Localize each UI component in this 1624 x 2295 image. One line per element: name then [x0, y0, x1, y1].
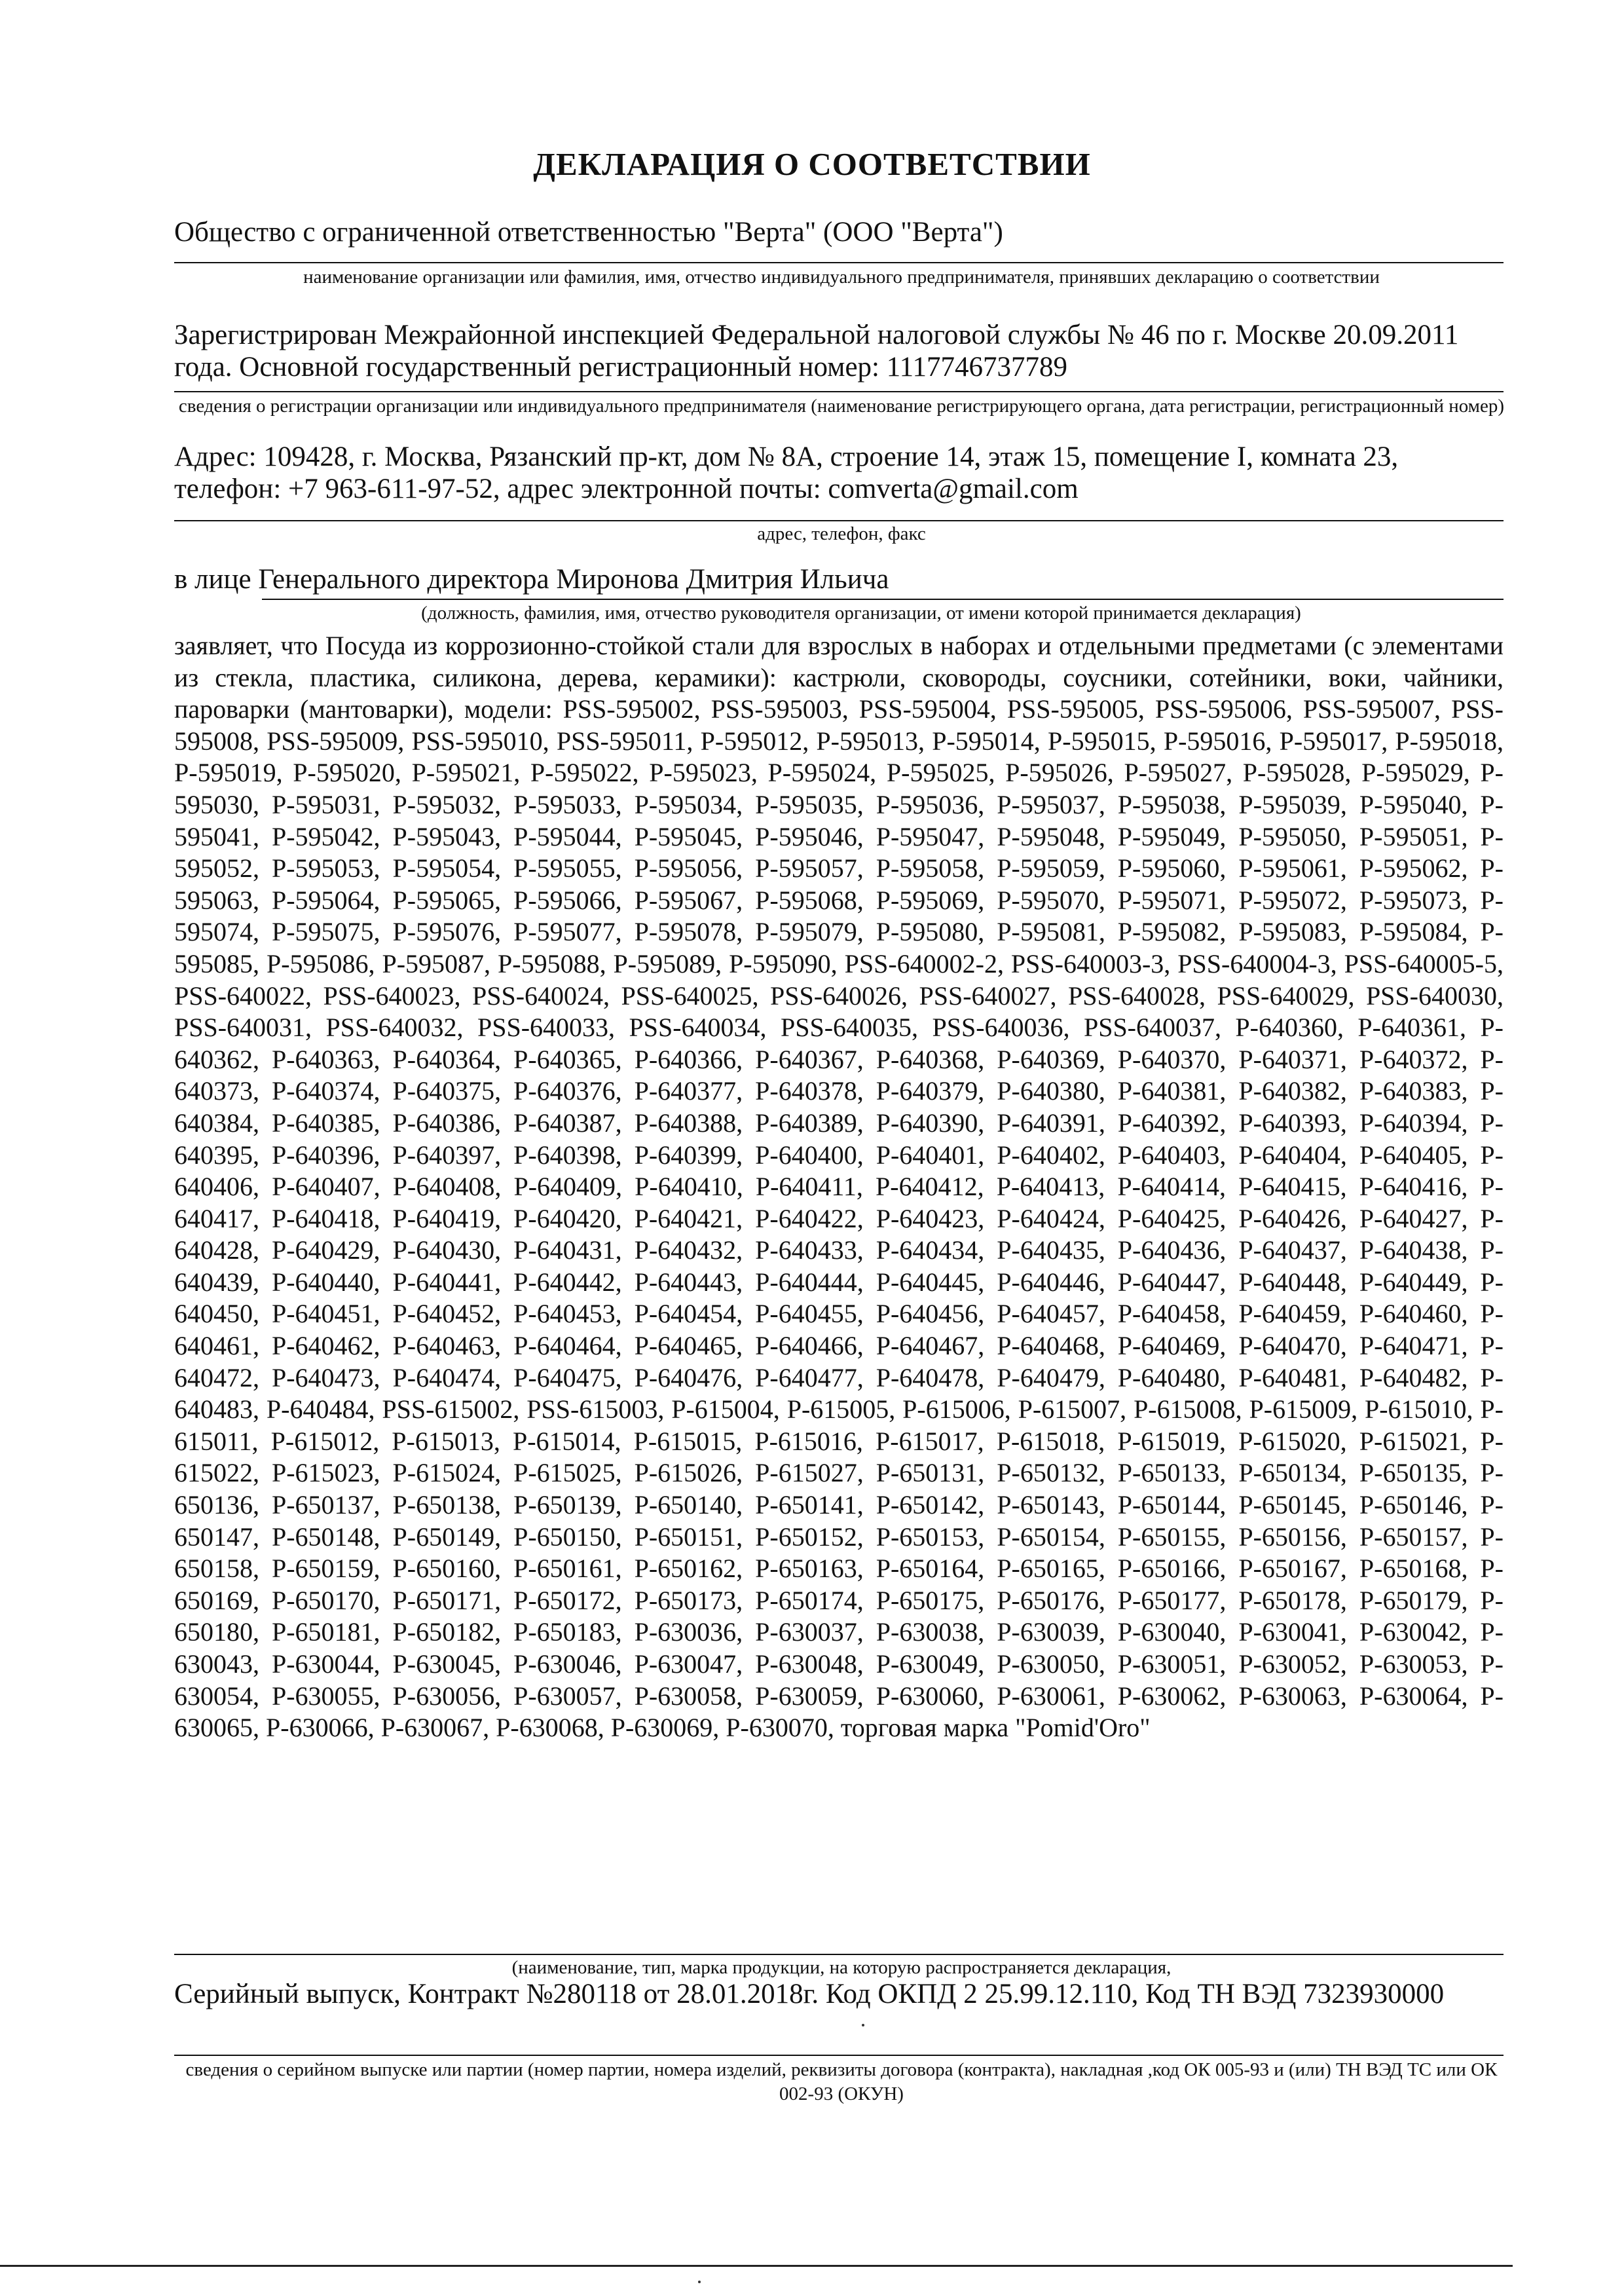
organization-name: Общество с ограниченной ответственностью "Верта" (ООО "Верта") — [174, 217, 1003, 248]
scan-edge-line — [0, 2265, 1513, 2267]
scan-speck — [698, 2281, 701, 2283]
product-declaration: заявляет, что Посуда из коррозионно-стойкой стали для взрослых в наборах и отдельными предметами (с элементами из стекла, пластика, силикона, дерева, керамики): кастрюли, сковороды, соусники, сотейники, воки, чайники, пароварки (мантоварки), модели: PSS-595002, PSS-595003, PSS-595004, PSS-595005, PSS-595006, PSS-595007, PSS-595008, PSS-595009, PSS-595010, PSS-595011, P-595012, P-595013, P-595014, P-595015, P-595016, P-595017, P-595018, P-595019, P-595020, P-595021, P-595022, P-595023, P-595024, P-595025, P-595026, P-595027, P-595028, P-595029, P-595030, P-595031, P-595032, P-595033, P-595034, P-595035, P-595036, P-595037, P-595038, P-595039, P-595040, P-595041, P-595042, P-595043, P-595044, P-595045, P-595046, P-595047, P-595048, P-595049, P-595050, P-595051, P-595052, P-595053, P-595054, P-595055, P-595056, P-595057, P-595058, P-595059, P-595060, P-595061, P-595062, P-595063, P-595064, P-595065, P-595066, P-595067, P-595068, P-595069, P-595070, P-595071, P-595072, P-595073, P-595074, P-595075, P-595076, P-595077, P-595078, P-595079, P-595080, P-595081, P-595082, P-595083, P-595084, P-595085, P-595086, P-595087, P-595088, P-595089, P-595090, PSS-640002-2, PSS-640003-3, PSS-640004-3, PSS-640005-5, PSS-640022, PSS-640023, PSS-640024, PSS-640025, PSS-640026, PSS-640027, PSS-640028, PSS-640029, PSS-640030, PSS-640031, PSS-640032, PSS-640033, PSS-640034, PSS-640035, PSS-640036, PSS-640037, P-640360, P-640361, P-640362, P-640363, P-640364, P-640365, P-640366, P-640367, P-640368, P-640369, P-640370, P-640371, P-640372, P-640373, P-640374, P-640375, P-640376, P-640377, P-640378, P-640379, P-640380, P-640381, P-640382, P-640383, P-640384, P-640385, P-640386, P-640387, P-640388, P-640389, P-640390, P-640391, P-640392, P-640393, P-640394, P-640395, P-640396, P-640397, P-640398, P-640399, P-640400, P-640401, P-640402, P-640403, P-640404, P-640405, P-640406, P-640407, P-640408, P-640409, P-640410, P-640411, P-640412, P-640413, P-640414, P-640415, P-640416, P-640417, P-640418, P-640419, P-640420, P-640421, P-640422, P-640423, P-640424, P-640425, P-640426, P-640427, P-640428, P-640429, P-640430, P-640431, P-640432, P-640433, P-640434, P-640435, P-640436, P-640437, P-640438, P-640439, P-640440, P-640441, P-640442, P-640443, P-640444, P-640445, P-640446, P-640447, P-640448, P-640449, P-640450, P-640451, P-640452, P-640453, P-640454, P-640455, P-640456, P-640457, P-640458, P-640459, P-640460, P-640461, P-640462, P-640463, P-640464, P-640465, P-640466, P-640467, P-640468, P-640469, P-640470, P-640471, P-640472, P-640473, P-640474, P-640475, P-640476, P-640477, P-640478, P-640479, P-640480, P-640481, P-640482, P-640483, P-640484, PSS-615002, PSS-615003, P-615004, P-615005, P-615006, P-615007, P-615008, P-615009, P-615010, P-615011, P-615012, P-615013, P-615014, P-615015, P-615016, P-615017, P-615018, P-615019, P-615020, P-615021, P-615022, P-615023, P-615024, P-615025, P-615026, P-615027, P-650131, P-650132, P-650133, P-650134, P-650135, P-650136, P-650137, P-650138, P-650139, P-650140, P-650141, P-650142, P-650143, P-650144, P-650145, P-650146, P-650147, P-650148, P-650149, P-650150, P-650151, P-650152, P-650153, P-650154, P-650155, P-650156, P-650157, P-650158, P-650159, P-650160, P-650161, P-650162, P-650163, P-650164, P-650165, P-650166, P-650167, P-650168, P-650169, P-650170, P-650171, P-650172, P-650173, P-650174, P-650175, P-650176, P-650177, P-650178, P-650179, P-650180, P-650181, P-650182, P-650183, P-630036, P-630037, P-630038, P-630039, P-630040, P-630041, P-630042, P-630043, P-630044, P-630045, P-630046, P-630047, P-630048, P-630049, P-630050, P-630051, P-630052, P-630053, P-630054, P-630055, P-630056, P-630057, P-630058, P-630059, P-630060, P-630061, P-630062, P-630063, P-630064, P-630065, P-630066, P-630067, P-630068, P-630069, P-630070, торговая марка "Pomid'Oro" — [174, 631, 1504, 1743]
address-underline — [174, 520, 1504, 521]
registration-info: Зарегистрирован Межрайонной инспекцией Федеральной налоговой службы № 46 по г. Москве 20.09.2011 года. Основной государственный регистрационный номер: 1117746737789 — [174, 320, 1459, 382]
document-title: ДЕКЛАРАЦИЯ О СООТВЕТСТВИИ — [533, 146, 1091, 182]
serial-info: Серийный выпуск, Контракт №280118 от 28.01.2018г. Код ОКПД 2 25.99.12.110, Код ТН ВЭД 7323930000 — [174, 1979, 1445, 2009]
product-underline — [174, 1954, 1504, 1955]
representative: в лице Генерального директора Миронова Дмитрия Ильича — [174, 564, 889, 595]
registration-underline — [174, 391, 1504, 392]
serial-caption: сведения о серийном выпуске или партии (номер партии, номера изделий, реквизиты договора (контракта), накладная ,код ОК 005-93 и (или) ТН ВЭД ТС или ОК 002-93 (ОКУН) — [185, 2059, 1498, 2104]
organization-underline — [174, 262, 1504, 263]
address-info: Адрес: 109428, г. Москва, Рязанский пр-кт, дом № 8А, строение 14, этаж 15, помещение I, комната 23, телефон: +7 963-611-97-52, адрес электронной почты: comverta@gmail.com — [174, 441, 1399, 504]
address-caption: адрес, телефон, факс — [757, 523, 926, 544]
scan-speck — [862, 2024, 864, 2026]
organization-caption: наименование организации или фамилия, имя, отчество индивидуального предпринимателя, принявших декларацию о соответствии — [303, 267, 1380, 288]
serial-underline — [174, 2055, 1504, 2056]
representative-caption: (должность, фамилия, имя, отчество руководителя организации, от имени которой принимается декларация) — [421, 603, 1301, 624]
registration-caption: сведения о регистрации организации или индивидуального предпринимателя (наименование регистрирующего органа, дата регистрации, регистрационный номер) — [178, 396, 1505, 417]
representative-underline — [262, 599, 1504, 600]
product-caption: (наименование, тип, марка продукции, на которую распространяется декларация, — [511, 1957, 1172, 1978]
